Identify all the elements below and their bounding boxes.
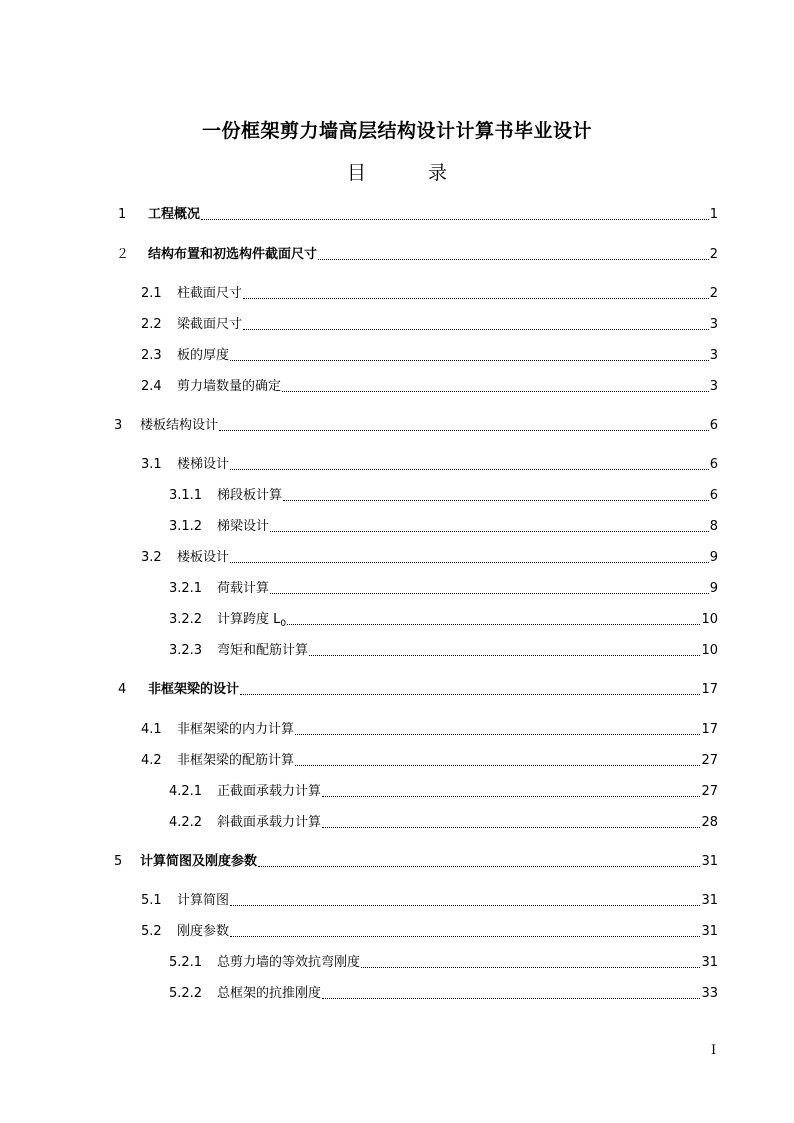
toc-entry-title: 梁截面尺寸 <box>177 317 243 332</box>
toc-entry[interactable] <box>141 346 718 366</box>
toc-entry-title: 总剪力墙的等效抗弯刚度 <box>217 955 361 970</box>
toc-entry-title: 计算简图及刚度参数 <box>140 854 258 869</box>
toc-entry-title: 正截面承载力计算 <box>217 784 322 799</box>
toc-entry-title: 斜截面承载力计算 <box>217 815 322 830</box>
toc-entry[interactable] <box>141 377 718 397</box>
toc-leader-dots <box>243 329 709 330</box>
toc-leader-dots <box>230 905 700 906</box>
toc-leader-dots <box>270 593 709 594</box>
toc-entry[interactable] <box>141 455 718 475</box>
toc-leader-dots <box>219 430 709 431</box>
toc-entry[interactable] <box>169 610 718 630</box>
toc-entry[interactable] <box>114 416 718 436</box>
toc-entry[interactable] <box>169 984 718 1004</box>
toc-entry[interactable] <box>169 782 718 802</box>
toc-entry-number: 3.2.3 <box>169 643 203 658</box>
toc-entry-title: 刚度参数 <box>177 924 230 939</box>
toc-entry-number: 4 <box>118 682 127 697</box>
toc-leader-dots <box>243 298 709 299</box>
toc-entry[interactable] <box>141 720 718 740</box>
toc-entry-number: 3.2.1 <box>169 581 203 596</box>
toc-entry-page: 33 <box>701 986 718 1001</box>
toc-entry-number: 3.1.1 <box>169 488 203 503</box>
toc-entry-page: 9 <box>709 550 718 565</box>
toc-entry-number: 3.2.2 <box>169 612 203 627</box>
toc-entry-title: 计算简图 <box>177 893 230 908</box>
toc-entry-title: 非框架梁的设计 <box>148 682 240 697</box>
toc-entry[interactable] <box>169 813 718 833</box>
toc-entry-page: 3 <box>709 348 718 363</box>
toc-entry-number: 3.1 <box>141 457 162 472</box>
toc-entry-page: 9 <box>709 581 718 596</box>
toc-entry-title-text: 计算跨度 L <box>217 612 281 627</box>
toc-entry-page: 31 <box>701 955 718 970</box>
toc-entry-title: 非框架梁的内力计算 <box>177 722 295 737</box>
toc-leader-dots <box>322 796 700 797</box>
toc-entry[interactable] <box>116 245 718 265</box>
toc-entry-title: 结构布置和初选构件截面尺寸 <box>148 247 318 262</box>
toc-entry-number: 2.4 <box>141 379 162 394</box>
toc-entry-number: 4.2 <box>141 753 162 768</box>
toc-leader-dots <box>283 500 709 501</box>
toc-entry-page: 10 <box>701 643 718 658</box>
toc-entry-page: 31 <box>701 924 718 939</box>
toc-leader-dots <box>287 624 700 625</box>
toc-entry-number: 4.2.2 <box>169 815 203 830</box>
toc-entry-number: 4.1 <box>141 722 162 737</box>
toc-entry-page: 2 <box>709 286 718 301</box>
toc-entry-title-subscript: 0 <box>280 619 287 629</box>
toc-leader-dots <box>295 765 700 766</box>
toc-entry-title: 楼板结构设计 <box>140 418 219 433</box>
toc-entry[interactable] <box>118 205 718 225</box>
toc-entry-title: 荷载计算 <box>217 581 270 596</box>
toc-leader-dots <box>322 998 700 999</box>
toc-entry-number: 2.2 <box>141 317 162 332</box>
toc-entry[interactable] <box>114 852 718 872</box>
toc-heading-char-1: 目 <box>346 162 366 184</box>
toc-entry-number: 5.2.2 <box>169 986 203 1001</box>
toc-leader-dots <box>318 259 709 260</box>
toc-leader-dots <box>230 360 709 361</box>
toc-leader-dots <box>230 562 709 563</box>
toc-entry-number: 2.1 <box>141 286 162 301</box>
toc-leader-dots <box>361 967 700 968</box>
toc-entry-title: 工程概况 <box>148 207 201 222</box>
toc-entry-page: 31 <box>701 893 718 908</box>
toc-leader-dots <box>230 936 700 937</box>
toc-entry-title: 总框架的抗推刚度 <box>217 986 322 1001</box>
toc-entry-page: 1 <box>709 207 718 222</box>
toc-leader-dots <box>295 734 700 735</box>
toc-leader-dots <box>230 469 709 470</box>
toc-leader-dots <box>270 531 709 532</box>
toc-entry[interactable] <box>141 922 718 942</box>
toc-leader-dots <box>322 827 700 828</box>
toc-entry-title <box>217 610 286 630</box>
toc-entry-number: 5.1 <box>141 893 162 908</box>
toc-entry-page: 31 <box>701 854 718 869</box>
toc-entry-number: 5 <box>114 854 123 869</box>
toc-entry[interactable] <box>141 891 718 911</box>
toc-entry-number: 4.2.1 <box>169 784 203 799</box>
toc-entry-title: 弯矩和配筋计算 <box>217 643 309 658</box>
toc-entry-page: 10 <box>701 612 718 627</box>
toc-entry-title: 梯段板计算 <box>217 488 283 503</box>
toc-leader-dots <box>309 655 700 656</box>
toc-heading-char-2: 录 <box>428 162 448 184</box>
toc-entry[interactable] <box>141 315 718 335</box>
toc-entry[interactable] <box>141 751 718 771</box>
toc-entry-title: 楼梯设计 <box>177 457 230 472</box>
toc-entry[interactable] <box>169 579 718 599</box>
toc-heading <box>0 158 794 185</box>
toc-entry-title: 梯梁设计 <box>217 519 270 534</box>
toc-entry-page: 27 <box>701 753 718 768</box>
toc-entry-title: 楼板设计 <box>177 550 230 565</box>
document-title: 一份框架剪力墙高层结构设计计算书毕业设计 <box>201 120 592 142</box>
toc-entry-page: 6 <box>709 418 718 433</box>
toc-entry-page: 27 <box>701 784 718 799</box>
toc-entry-page: 6 <box>709 457 718 472</box>
toc-entry[interactable] <box>118 680 718 700</box>
toc-entry-page: 17 <box>701 682 718 697</box>
toc-entry-number: ２ <box>116 247 130 262</box>
toc-entry-title: 非框架梁的配筋计算 <box>177 753 295 768</box>
toc-entry-page: 28 <box>701 815 718 830</box>
toc-entry-page: 2 <box>709 247 718 262</box>
toc-entry-number: 1 <box>118 207 127 222</box>
toc-entry[interactable] <box>169 517 718 537</box>
toc-entry[interactable] <box>169 486 718 506</box>
toc-entry-number: 3.2 <box>141 550 162 565</box>
toc-entry-title: 板的厚度 <box>177 348 230 363</box>
toc-leader-dots <box>240 694 700 695</box>
toc-entry[interactable] <box>169 641 718 661</box>
toc-entry[interactable] <box>169 953 718 973</box>
toc-entry-title: 剪力墙数量的确定 <box>177 379 282 394</box>
toc-entry-page: 3 <box>709 317 718 332</box>
toc-entry-number: 5.2 <box>141 924 162 939</box>
toc-entry-page: 17 <box>701 722 718 737</box>
toc-leader-dots <box>282 391 709 392</box>
toc-entry-title: 柱截面尺寸 <box>177 286 243 301</box>
toc-entry-number: 3 <box>114 418 123 433</box>
toc-entry-page: 8 <box>709 519 718 534</box>
toc-entry[interactable] <box>141 284 718 304</box>
toc-entry-number: 3.1.2 <box>169 519 203 534</box>
toc-entry-number: 5.2.1 <box>169 955 203 970</box>
toc-entry-page: 6 <box>709 488 718 503</box>
footer-page-number: I <box>711 1043 717 1058</box>
toc-entry-number: 2.3 <box>141 348 162 363</box>
toc-entry[interactable] <box>141 548 718 568</box>
toc-leader-dots <box>201 219 709 220</box>
toc-entry-page: 3 <box>709 379 718 394</box>
toc-leader-dots <box>258 866 700 867</box>
